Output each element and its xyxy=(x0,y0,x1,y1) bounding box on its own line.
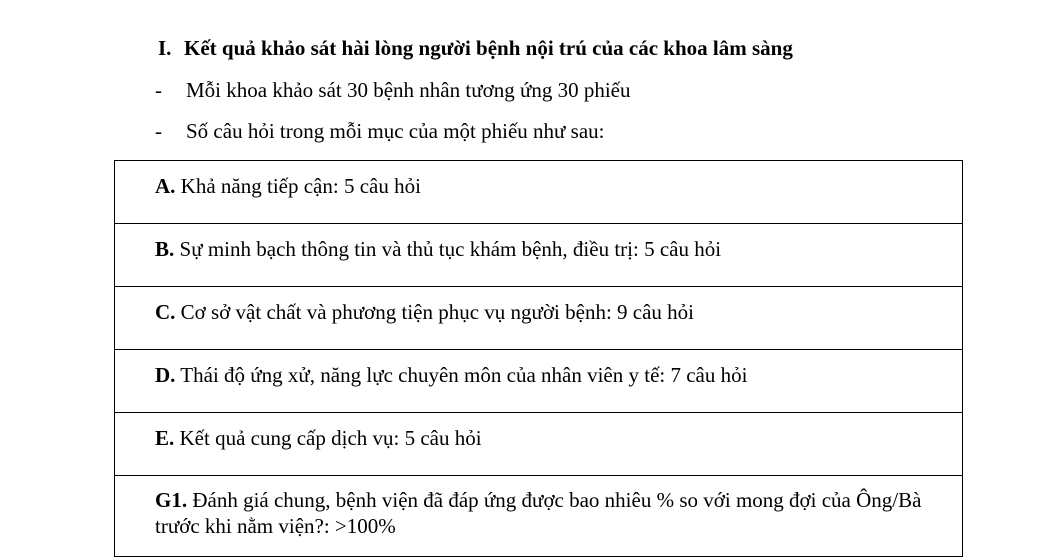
item-text: Sự minh bạch thông tin và thủ tục khám bệnh, điều trị: 5 câu hỏi xyxy=(179,237,722,261)
item-text: Khả năng tiếp cận: 5 câu hỏi xyxy=(180,174,421,198)
item-text: Thái độ ứng xử, năng lực chuyên môn của nhân viên y tế: 7 câu hỏi xyxy=(180,363,748,387)
bullet-dash: - xyxy=(155,119,162,143)
item-text: Kết quả cung cấp dịch vụ: 5 câu hỏi xyxy=(179,426,482,450)
table-row xyxy=(115,224,963,287)
question-count-table xyxy=(114,160,963,557)
section-heading xyxy=(158,36,793,61)
section-title: Kết quả khảo sát hài lòng người bệnh nội trú của các khoa lâm sàng xyxy=(184,36,793,60)
item-text: Đánh giá chung, bệnh viện đã đáp ứng được bao nhiêu % so với mong đợi của Ông/Bà trước khi nằm viện?: >100% xyxy=(155,488,922,538)
bullet-item xyxy=(155,119,604,144)
table-cell xyxy=(115,161,963,224)
table-row xyxy=(115,350,963,413)
table-cell xyxy=(115,350,963,413)
table-cell xyxy=(115,287,963,350)
table-row xyxy=(115,287,963,350)
bullet-text: Số câu hỏi trong mỗi mục của một phiếu như sau: xyxy=(186,119,605,143)
table-row xyxy=(115,161,963,224)
table-cell xyxy=(115,413,963,476)
item-letter: B. xyxy=(155,237,175,261)
item-text: Cơ sở vật chất và phương tiện phục vụ người bệnh: 9 câu hỏi xyxy=(180,300,695,324)
table-row xyxy=(115,476,963,557)
bullet-dash: - xyxy=(155,78,162,102)
bullet-item xyxy=(155,78,630,103)
item-letter: G1. xyxy=(155,488,188,512)
table-row xyxy=(115,413,963,476)
section-number: I. xyxy=(158,36,172,60)
table-cell xyxy=(115,476,963,557)
table-cell xyxy=(115,224,963,287)
item-letter: D. xyxy=(155,363,176,387)
item-letter: C. xyxy=(155,300,176,324)
bullet-text: Mỗi khoa khảo sát 30 bệnh nhân tương ứng 30 phiếu xyxy=(186,78,631,102)
item-letter: E. xyxy=(155,426,175,450)
item-letter: A. xyxy=(155,174,176,198)
